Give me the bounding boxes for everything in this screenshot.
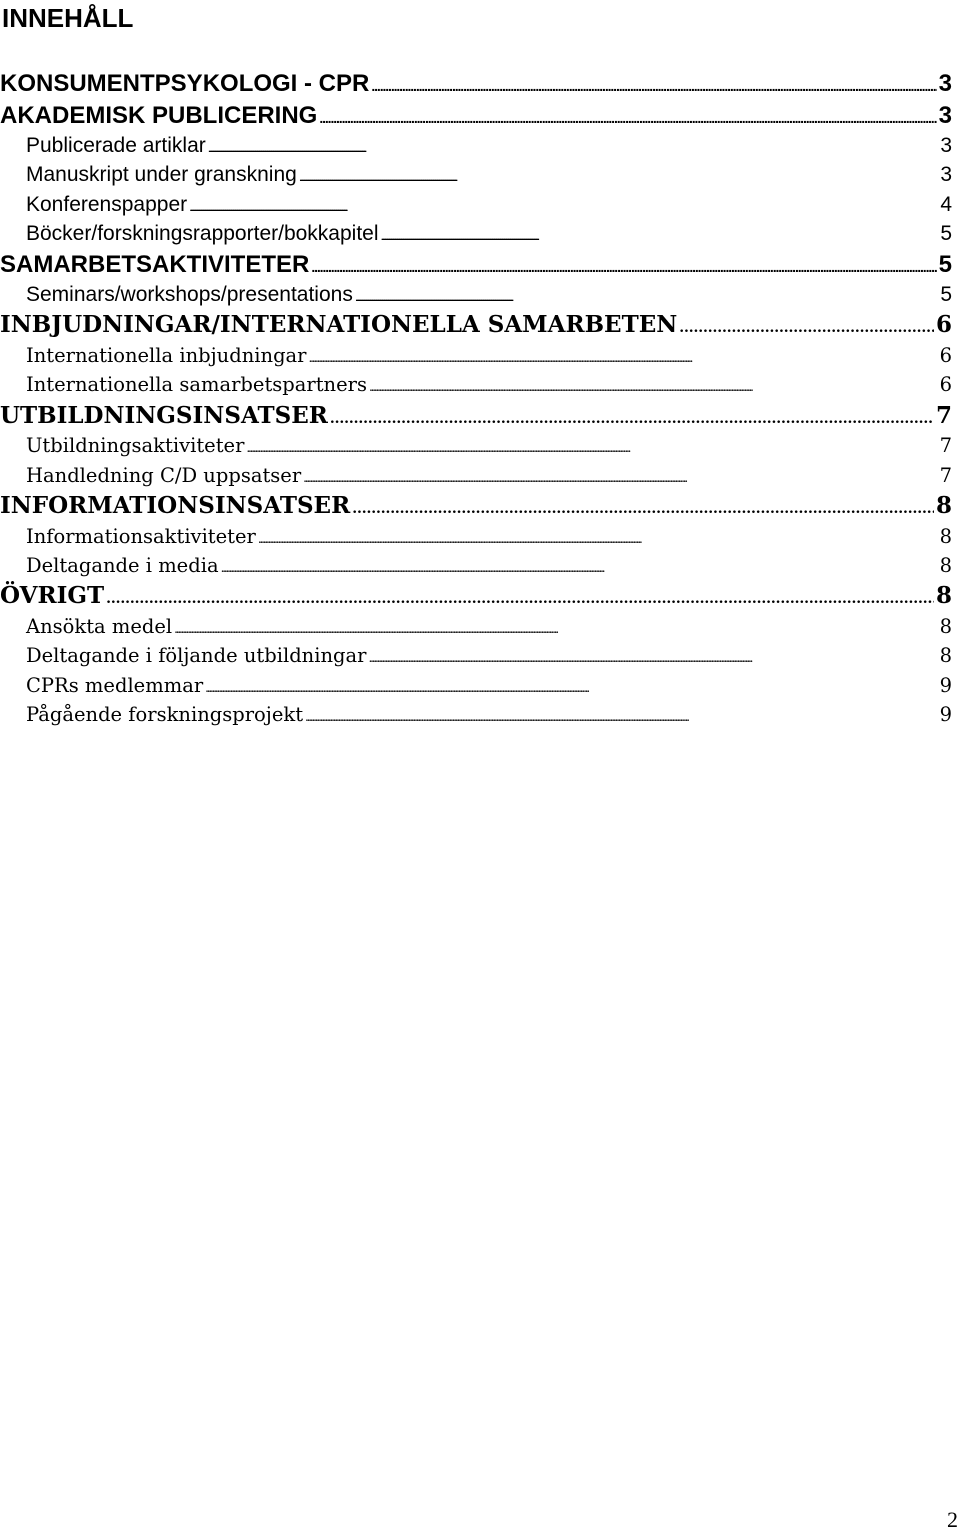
toc-subentry[interactable]	[0, 612, 952, 641]
toc-entry-label: Deltagande i följande utbildningar	[26, 644, 367, 668]
toc-subentry[interactable]	[0, 190, 952, 219]
toc-subentry[interactable]	[0, 370, 952, 399]
toc-subentry[interactable]	[0, 341, 952, 370]
toc-dot-leader	[355, 280, 938, 312]
toc-dot-leader	[319, 100, 936, 135]
toc-entry-label: Deltagande i media	[26, 553, 219, 577]
toc-dot-leader	[246, 431, 937, 463]
toc-dot-leader	[330, 400, 934, 436]
toc-entry-page-number: 8	[939, 553, 952, 577]
toc-entry-label: Publicerade artiklar	[26, 134, 206, 157]
toc-entry-page-number: 8	[939, 644, 952, 668]
toc-dot-leader	[371, 68, 936, 103]
toc-entry-label: Informationsaktiviteter	[26, 524, 256, 548]
toc-entry-page-number: 3	[940, 163, 952, 187]
toc-dot-leader	[174, 612, 937, 644]
toc-entry-label: Internationella samarbetspartners	[26, 373, 367, 397]
toc-subentry[interactable]	[0, 461, 952, 490]
toc-entry-page-number: 9	[939, 673, 952, 697]
toc-entry-page-number: 3	[938, 101, 952, 129]
toc-dot-leader	[205, 671, 937, 703]
toc-subentry[interactable]	[0, 431, 952, 460]
toc-subentry[interactable]	[0, 700, 952, 729]
toc-entry-page-number: 7	[939, 434, 952, 458]
toc-entry-page-number: 8	[935, 582, 952, 610]
toc-entry-label: INBJUDNINGAR/INTERNATIONELLA SAMARBETEN	[0, 311, 678, 339]
toc-dot-leader	[368, 641, 937, 673]
toc-entry-page-number: 5	[940, 222, 952, 246]
toc-entry-label: INFORMATIONSINSATSER	[0, 492, 351, 520]
page-title: INNEHÅLL	[2, 3, 134, 33]
toc-subentry[interactable]	[0, 280, 952, 309]
toc-entry-label: Seminars/workshops/presentations	[26, 283, 353, 307]
toc-heading-entry[interactable]	[0, 68, 952, 100]
toc-heading-entry[interactable]	[0, 309, 952, 341]
toc-entry-page-number: 5	[940, 283, 952, 307]
toc-entry-label: Böcker/forskningsrapporter/bokkapitel	[26, 222, 379, 246]
toc-heading-entry[interactable]	[0, 490, 952, 522]
toc-dot-leader	[305, 700, 938, 732]
toc-dot-leader	[208, 131, 939, 163]
toc-dot-leader	[258, 522, 938, 554]
toc-subentry[interactable]	[0, 522, 952, 551]
toc-subentry[interactable]	[0, 671, 952, 700]
toc-dot-leader	[303, 461, 937, 493]
toc-entry-page-number: 9	[939, 702, 952, 726]
toc-entry-label: UTBILDNINGSINSATSER	[0, 401, 328, 429]
toc-subentry[interactable]	[0, 160, 952, 189]
toc-heading-entry[interactable]	[0, 100, 952, 132]
toc-entry-page-number: 6	[939, 343, 952, 367]
toc-entry-page-number: 6	[939, 373, 952, 397]
table-of-contents	[0, 68, 952, 729]
toc-entry-label: KONSUMENTPSYKOLOGI - CPR	[0, 70, 370, 97]
toc-heading-entry[interactable]	[0, 249, 952, 281]
toc-entry-label: Ansökta medel	[26, 614, 173, 638]
toc-dot-leader	[299, 160, 938, 192]
toc-dot-leader	[189, 190, 938, 222]
toc-dot-leader	[311, 249, 936, 284]
toc-dot-leader	[381, 219, 939, 251]
toc-heading-entry[interactable]	[0, 400, 952, 432]
toc-entry-label: Internationella inbjudningar	[26, 343, 307, 367]
toc-entry-label: ÖVRIGT	[0, 582, 105, 610]
toc-entry-label: Manuskript under granskning	[26, 163, 297, 187]
toc-entry-page-number: 3	[938, 70, 952, 97]
toc-dot-leader	[309, 341, 938, 373]
toc-entry-page-number: 8	[935, 492, 952, 520]
toc-dot-leader	[369, 370, 938, 402]
toc-subentry[interactable]	[0, 641, 952, 670]
toc-dot-leader	[352, 490, 934, 526]
toc-entry-page-number: 3	[940, 134, 952, 157]
toc-dot-leader	[221, 551, 938, 583]
toc-entry-page-number: 4	[940, 192, 952, 216]
toc-subentry[interactable]	[0, 131, 952, 160]
toc-entry-page-number: 7	[935, 401, 952, 429]
toc-heading-entry[interactable]	[0, 580, 952, 612]
toc-dot-leader	[106, 580, 934, 616]
toc-dot-leader	[679, 309, 934, 345]
toc-entry-page-number: 8	[939, 524, 952, 548]
toc-entry-page-number: 8	[939, 614, 952, 638]
toc-entry-label: Pågående forskningsprojekt	[26, 702, 304, 726]
toc-subentry[interactable]	[0, 219, 952, 248]
toc-entry-label: SAMARBETSAKTIVITETER	[0, 250, 310, 278]
toc-subentry[interactable]	[0, 551, 952, 580]
toc-entry-label: CPRs medlemmar	[26, 673, 204, 697]
toc-entry-page-number: 5	[938, 250, 952, 278]
toc-entry-page-number: 6	[935, 311, 952, 339]
toc-entry-label: Handledning C/D uppsatser	[26, 463, 302, 487]
toc-entry-label: Konferenspapper	[26, 192, 188, 216]
page-number: 2	[947, 1507, 958, 1532]
toc-entry-label: Utbildningsaktiviteter	[26, 434, 245, 458]
toc-entry-page-number: 7	[939, 463, 952, 487]
toc-entry-label: AKADEMISK PUBLICERING	[0, 101, 318, 129]
